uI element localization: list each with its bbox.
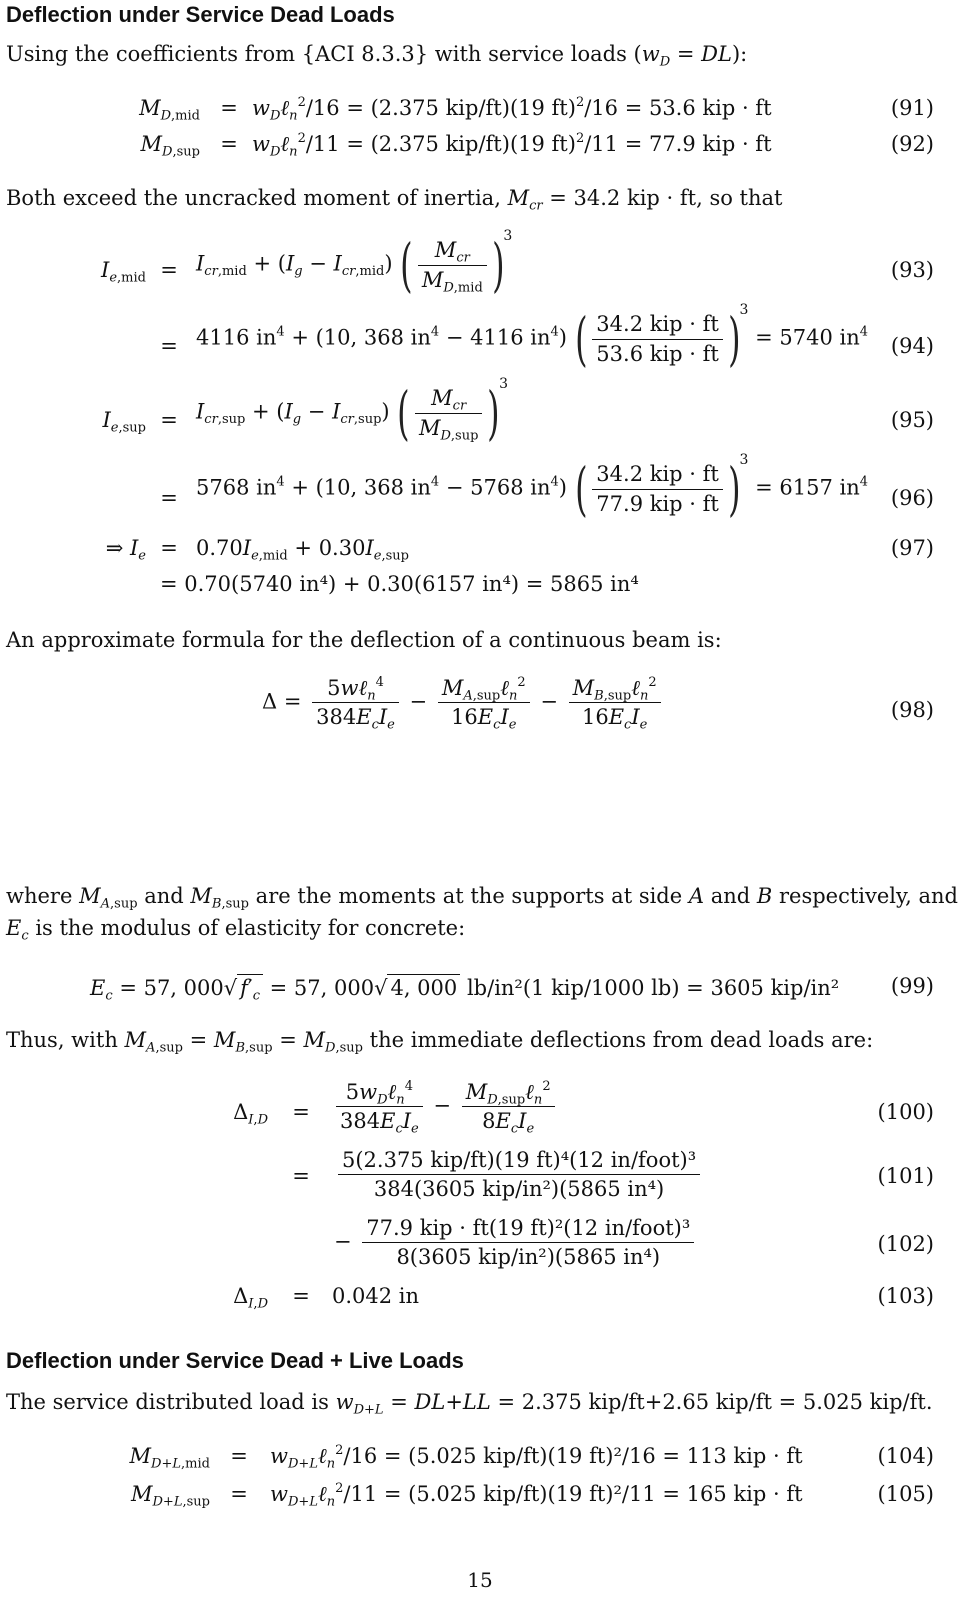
equation-92: $M_{D,sup}$ = $w_D\ell_n^2/11 = (2.375$ kip/ft)(19 ft)$^2$/11 = 77.9 kip · ft (92) <box>140 130 934 160</box>
section-heading-dead-live-loads: Deflection under Service Dead + Live Loads <box>6 1348 464 1373</box>
approx-formula-paragraph: An approximate formula for the deflection of a continuous beam is: <box>6 628 722 652</box>
equation-number: (98) <box>890 698 934 722</box>
equation-number: (102) <box>877 1232 934 1256</box>
equation-number: (96) <box>890 486 934 510</box>
equation-97: ⇒ $I_e$ = $0.70I_{e,mid} + 0.30I_{e,sup}$ (97) <box>105 536 934 564</box>
equation-number: (100) <box>877 1100 934 1124</box>
equation-98: Δ = $\frac{5w\ell_n^4}{384E_cI_e}$ − $\frac{M_{A,sup}\ell_n^2}{16E_cI_e}$ − $\frac{M_{B,sup}\ell_n^2}{16E_cI_e}$ (98) <box>262 674 934 733</box>
equation-104: $M_{D+L,mid}$ = $w_{D+L}\ell_n^2/16 = (5.025$ kip/ft)(19 ft)²/16 = 113 kip · ft (104) <box>129 1442 934 1472</box>
equation-number: (99) <box>890 974 934 998</box>
equation-96: = 5768 $in^4 + (10$, 368 $in^4 - 5768$ $in^4$) ( $\frac{\text{34.2 kip · ft}}{\text{77.9 kip · ft}}$ )3 = 6157 $in^4$ (96) <box>160 452 934 523</box>
equation-number: (97) <box>890 536 934 560</box>
equation-105: $M_{D+L,sup}$ = $w_{D+L}\ell_n^2/11 = (5.025$ kip/ft)(19 ft)²/11 = 165 kip · ft (105) <box>130 1480 934 1510</box>
equation-94: = 4116 $in^4 + (10$, 368 $in^4 - 4116$ $in^4$) ( $\frac{\text{34.2 kip · ft}}{\text{53.6 kip · ft}}$ )3 = 5740 $in^4$ (94) <box>160 302 934 373</box>
equation-number: (101) <box>877 1164 934 1188</box>
equation-number: (103) <box>877 1284 934 1308</box>
equation-103: $\Delta_{I,D}$ = 0.042 in (103) <box>233 1284 934 1312</box>
equation-number: (104) <box>877 1444 934 1468</box>
equation-number: (95) <box>890 408 934 432</box>
section-heading-dead-loads: Deflection under Service Dead Loads <box>6 2 395 27</box>
service-load-paragraph: The service distributed load is $w_{D+L} = DL+LL = 2.375$ kip/ft+2.65 kip/ft = 5.025 kip/ft. <box>6 1390 933 1418</box>
page-number: 15 <box>467 1568 493 1592</box>
equation-99: $E_c = 57$, 000√ $f'_c = 57$, 000√ 4, 000 lb/in²(1 kip/1000 lb) = 3605 kip/in² (99) <box>90 974 934 1004</box>
equation-100: $\Delta_{I,D}$ = $\frac{5w_D\ell_n^4}{384E_cI_e}$ − $\frac{M_{D,sup}\ell_n^2}{8E_cI_e}$ (100) <box>233 1078 934 1137</box>
mcr-paragraph: Both exceed the uncracked moment of inertia, $M_{cr} = 34.2$ kip · ft, so that <box>6 186 783 214</box>
intro-paragraph: Using the coefficients from {ACI 8.3.3} with service loads $(w_D = DL)$: <box>6 42 748 70</box>
equation-number: (94) <box>890 334 934 358</box>
equation-102: − $\frac{\text{77.9 kip · ft(19 ft)²(12 in/foot)³}}{\text{8(3605 kip/in²)(5865 in⁴)}}$ (102) <box>334 1216 934 1270</box>
equation-number: (93) <box>890 258 934 282</box>
equation-101: = $\frac{\text{5(2.375 kip/ft)(19 ft)⁴(12 in/foot)³}}{\text{384(3605 kip/in²)(5865 in⁴)}}$ (101) <box>292 1148 934 1202</box>
equation-97-result: = 0.70(5740 in⁴) + 0.30(6157 in⁴) = 5865 in⁴ <box>160 572 639 596</box>
equation-number: (105) <box>877 1482 934 1506</box>
where-paragraph-line2: $E_c$ is the modulus of elasticity for concrete: <box>6 916 466 944</box>
equation-number: (91) <box>890 96 934 120</box>
equation-number: (92) <box>890 132 934 156</box>
equation-93: $I_{e,mid}$ = $I_{cr,mid} + (I_g - I_{cr,mid})$ ( $\frac{M_{cr}}{M_{D,mid}}$ )3 (93) <box>101 228 934 299</box>
equation-91: $M_{D,mid}$ = $w_D\ell_n^2/16 = (2.375$ kip/ft)(19 ft)$^2$/16 = 53.6 kip · ft (91) <box>139 94 934 124</box>
thus-paragraph: Thus, with $M_{A,sup} = M_{B,sup} = M_{D,sup}$ the immediate deflections from dead loads are: <box>6 1028 874 1056</box>
where-paragraph-line1: where $M_{A,sup}$ and $M_{B,sup}$ are the moments at the supports at side A and B respectively, and <box>6 884 958 912</box>
equation-95: $I_{e,sup}$ = $I_{cr,sup} + (I_g - I_{cr,sup})$ ( $\frac{M_{cr}}{M_{D,sup}}$ )3 (95) <box>102 376 934 447</box>
